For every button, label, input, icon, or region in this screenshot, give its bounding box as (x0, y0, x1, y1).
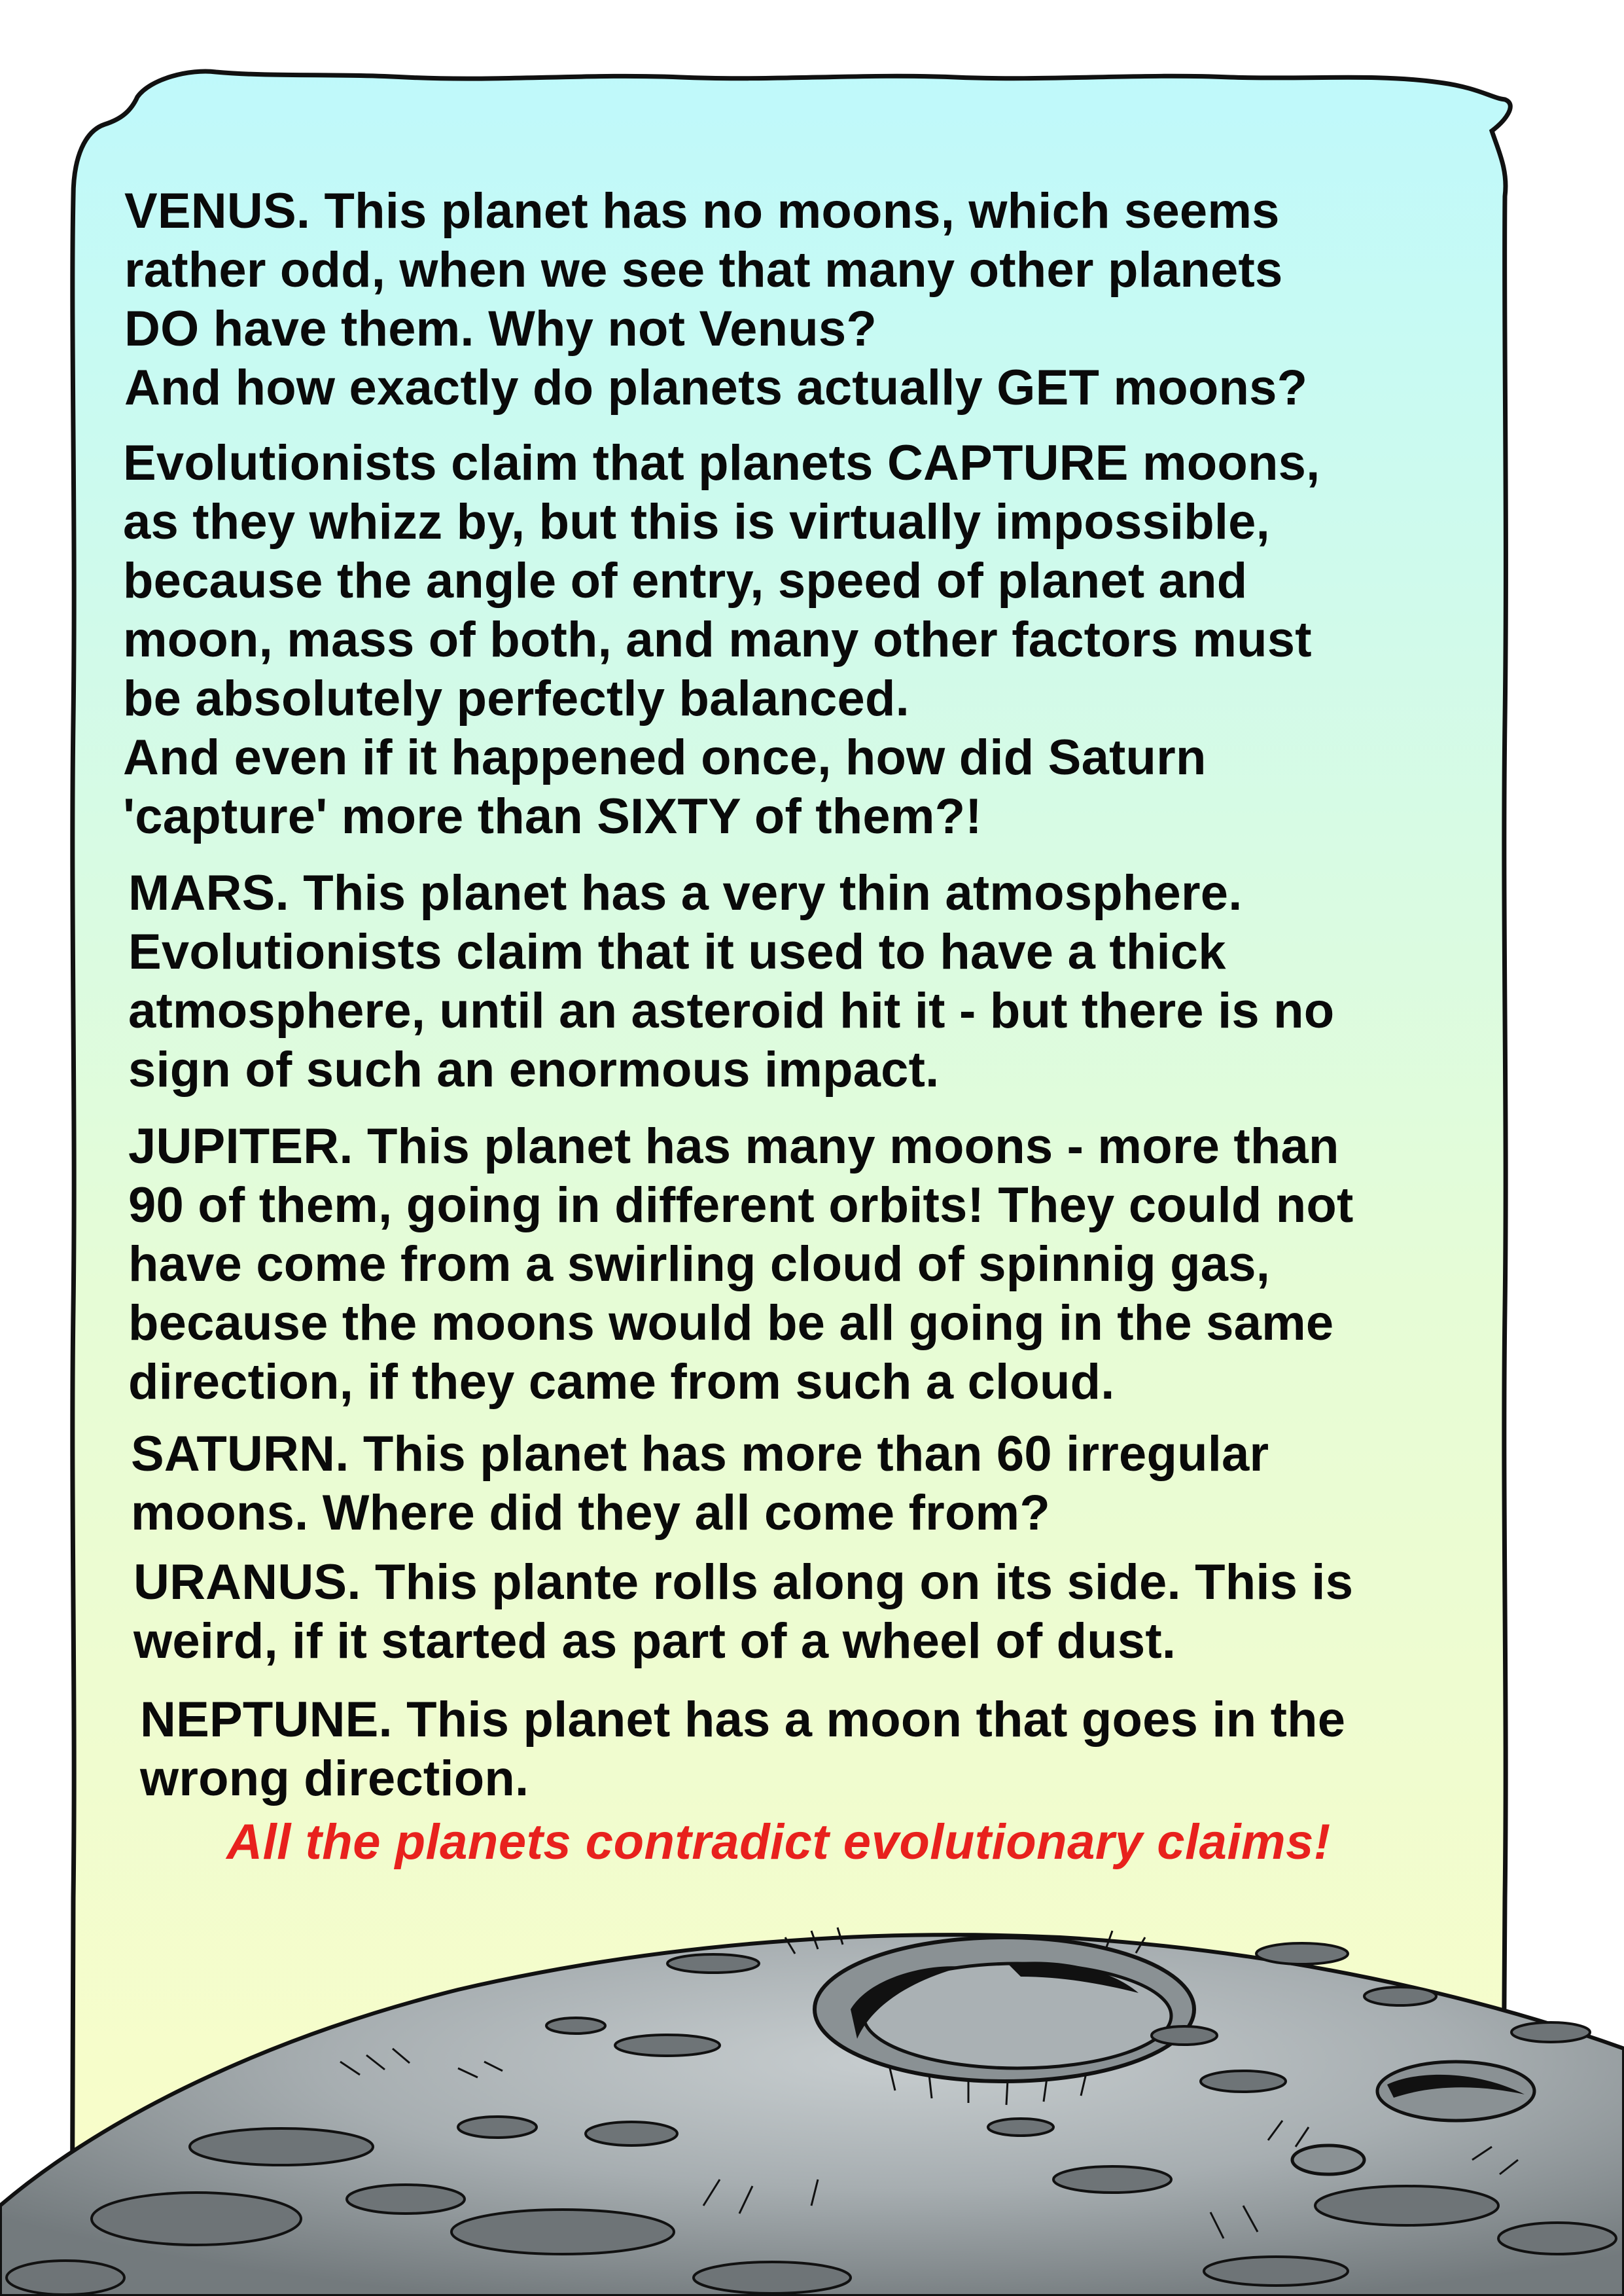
paragraph-saturn: SATURN. This planet has more than 60 irregular moons. Where did they all come from? (131, 1426, 1269, 1541)
conclusion-tagline: All the planets contradict evolutionary claims! (226, 1814, 1331, 1870)
paragraph-capture-theory: Evolutionists claim that planets CAPTURE moons, as they whizz by, but this is virtually impossible, because the angle of entry, speed of planet and moon, mass of both, and many other factors must be absolutely perfectly balanced. And even if it happened once, how did Saturn 'capture' more than SIXTY of them?! (123, 435, 1320, 844)
paragraph-mars: MARS. This planet has a very thin atmosphere. Evolutionists claim that it used to have a thick atmosphere, until an asteroid hit it - but there is no sign of such an enormous impact. (128, 865, 1335, 1098)
paragraph-uranus: URANUS. This plante rolls along on its side. This is weird, if it started as part of a wheel of dust. (133, 1554, 1354, 1669)
paragraph-venus: VENUS. This planet has no moons, which seems rather odd, when we see that many other planets DO have them. Why not Venus? And how exactly do planets actually GET moons? (124, 183, 1308, 416)
paragraph-neptune: NEPTUNE. This planet has a moon that goes in the wrong direction. (140, 1692, 1346, 1806)
paragraph-jupiter: JUPITER. This planet has many moons - more than 90 of them, going in different orbits! They could not have come from a swirling cloud of spinnig gas, because the moons would be all going in the same direction, if they came from such a cloud. (128, 1119, 1354, 1410)
